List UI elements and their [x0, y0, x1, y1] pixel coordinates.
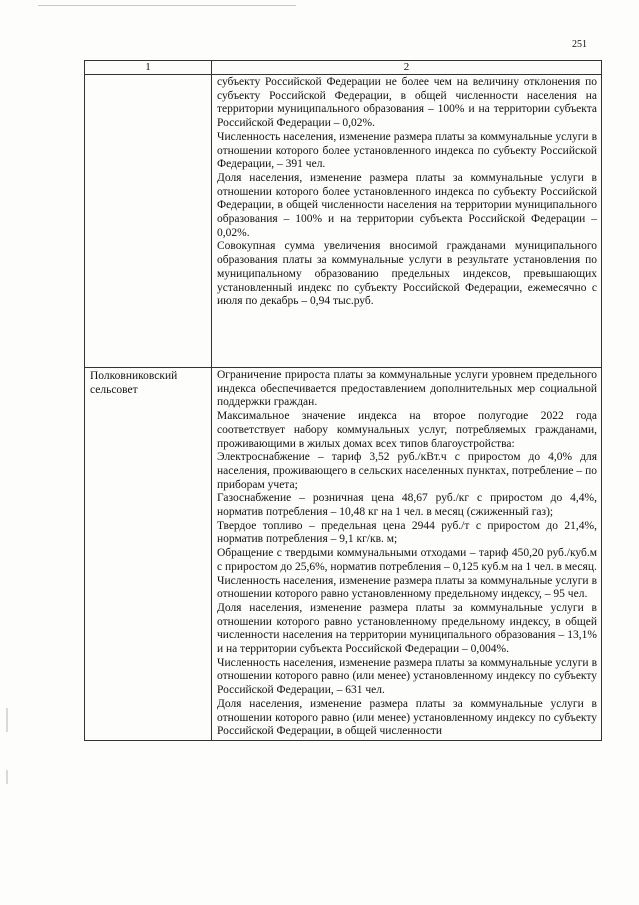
scan-top-rule	[38, 5, 296, 6]
page-number: 251	[572, 39, 587, 50]
paragraph: Доля населения, изменение размера платы за коммунальные услуги в отношении которого равно установленному предельному индексу, в общей численности населения на территории муниципального образования – 13,1% и на территории субъекта Российской Федерации – 0,004%.	[217, 601, 597, 656]
paragraph: Численность населения, изменение размера платы за коммунальные услуги в отношении которого равно установленному предельному индексу, – 95 чел.	[217, 574, 597, 601]
column-number-1: 1	[85, 61, 212, 75]
paragraph: Электроснабжение – тариф 3,52 руб./кВт.ч с приростом до 4,0% для населения, проживающего в сельских населенных пунктах, потребление – по приборам учета;	[217, 451, 597, 491]
paragraph: Твердое топливо – предельная цена 2944 руб./т с приростом до 21,4%, норматив потребления – 9,1 кг/кв. м;	[217, 519, 597, 546]
paragraph: Максимальное значение индекса на второе полугодие 2022 года соответствует набору коммунальных услуг, потребляемых гражданами, проживающими в жилых домах всех типов благоустройства:	[217, 410, 597, 450]
paragraph: Доля населения, изменение размера платы за коммунальные услуги в отношении которого более установленного индекса по субъекту Российской Федерации, в общей численности населения на территории муниципального образования – 100% и на территории субъекта Российской Федерации – 0,02%.	[217, 171, 597, 239]
description-cell	[212, 75, 602, 368]
municipality-cell: Полковниковский сельсовет	[85, 368, 212, 741]
paragraph: Численность населения, изменение размера платы за коммунальные услуги в отношении которого более установленного индекса по субъекту Российской Федерации, – 391 чел.	[217, 130, 597, 171]
municipality-cell	[85, 75, 212, 368]
table-header-row	[85, 61, 602, 75]
paragraph: Ограничение прироста платы за коммунальные услуги уровнем предельного индекса обеспечивается предоставлением дополнительных мер социальной поддержки граждан.	[217, 369, 597, 409]
description-cell	[212, 368, 602, 741]
scan-margin-mark	[6, 708, 8, 732]
paragraph: Газоснабжение – розничная цена 48,67 руб./кг с приростом до 4,4%, норматив потребления – 10,48 кг на 1 чел. в месяц (сжиженный газ);	[217, 492, 597, 519]
paragraph: субъекту Российской Федерации не более чем на величину отклонения по субъекту Российской Федерации, в общей численности населения на территории муниципального образования – 100% и на территории субъекта Российской Федерации – 0,02%.	[217, 76, 597, 130]
document-table	[84, 60, 602, 741]
paragraph: Численность населения, изменение размера платы за коммунальные услуги в отношении которого равно (или менее) установленному индексу по субъекту Российской Федерации, – 631 чел.	[217, 656, 597, 697]
paragraph: Совокупная сумма увеличения вносимой гражданами муниципального образования платы за коммунальные услуги в результате установления по муниципальному образованию предельных индексов, превышающих установленный индекс по субъекту Российской Федерации, ежемесячно с июля по декабрь – 0,94 тыс.руб.	[217, 240, 597, 308]
table-row	[85, 368, 602, 741]
scan-margin-mark	[6, 770, 8, 784]
paragraph: Обращение с твердыми коммунальными отходами – тариф 450,20 руб./куб.м с приростом до 25,6%, норматив потребления – 0,125 куб.м на 1 чел. в месяц.	[217, 547, 597, 573]
column-number-2: 2	[212, 61, 602, 75]
table-row	[85, 75, 602, 368]
paragraph: Доля населения, изменение размера платы за коммунальные услуги в отношении которого равно (или менее) установленному индексу по субъекту Российской Федерации, в общей численности	[217, 697, 597, 738]
